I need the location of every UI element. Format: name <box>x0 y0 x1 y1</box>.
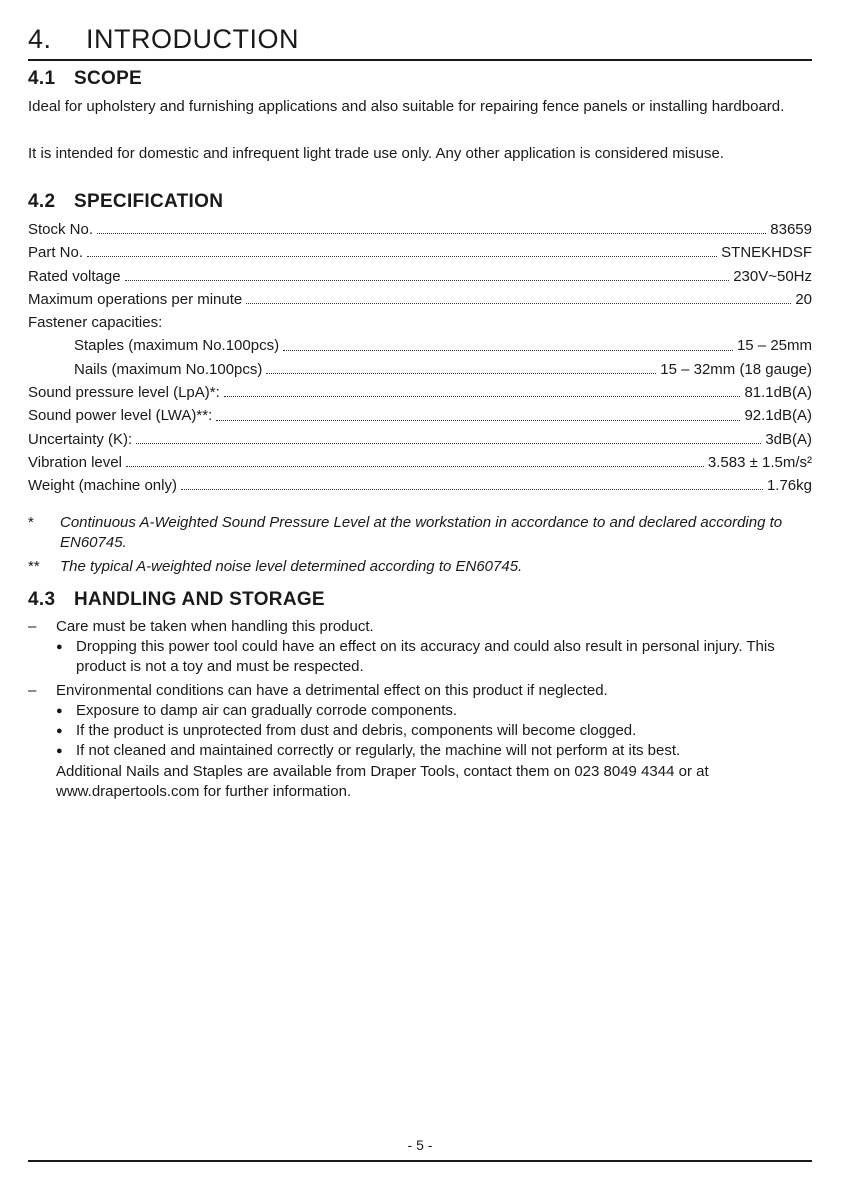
spec-row <box>28 334 812 357</box>
specification-notes <box>28 513 812 581</box>
scope-paragraph-2: It is intended for domestic and infrequent light trade use only. Any other application is considered misuse. <box>28 145 724 162</box>
specification-number: 4.2 <box>28 191 56 212</box>
additional-info: Additional Nails and Staples are available from Draper Tools, contact them on 023 8049 4344 or at www.drapertools.com for further information. <box>56 763 709 800</box>
list-item-text: Environmental conditions can have a detrimental effect on this product if neglected. <box>56 682 608 699</box>
bullet-text: Dropping this power tool could have an effect on its accuracy and could also result in personal injury. This product is not a toy and must be respected. <box>76 638 775 675</box>
spec-label: Nails (maximum No.100pcs) <box>74 360 263 378</box>
spec-value: 230V~50Hz <box>733 267 812 285</box>
scope-paragraph-1: Ideal for upholstery and furnishing applications and also suitable for repairing fence panels or installing hardboard. <box>28 98 785 115</box>
section-title: INTRODUCTION <box>86 24 299 54</box>
handling-heading <box>28 589 325 611</box>
bullet-item <box>28 701 812 721</box>
bullet-icon: ● <box>56 641 63 653</box>
spec-value: 15 – 32mm (18 gauge) <box>660 360 812 378</box>
bullet-icon: ● <box>56 725 63 737</box>
bullet-text: Exposure to damp air can gradually corrode components. <box>76 702 458 719</box>
handling-title: HANDLING AND STORAGE <box>74 589 325 610</box>
spec-label: Weight (machine only) <box>28 477 177 495</box>
scope-title: SCOPE <box>74 68 143 89</box>
bullet-icon: ● <box>56 745 63 757</box>
spec-row <box>28 241 812 264</box>
spec-value: 1.76kg <box>766 477 812 495</box>
dash-mark: – <box>28 618 37 635</box>
spec-label: Stock No. <box>28 221 94 238</box>
manual-page <box>28 0 812 1192</box>
spec-row <box>28 218 812 241</box>
specification-heading <box>28 191 223 213</box>
footnote-text: The typical A-weighted noise level determined according to EN60745. <box>60 558 523 575</box>
bullet-item <box>28 741 812 761</box>
bullet-text: If the product is unprotected from dust and debris, components will become clogged. <box>76 722 637 739</box>
scope-heading <box>28 68 142 90</box>
dot-leader <box>216 408 740 421</box>
spec-label: Uncertainty (K): <box>28 430 133 448</box>
list-item-text: Care must be taken when handling this product. <box>56 618 374 635</box>
spec-row <box>28 358 812 381</box>
scope-number: 4.1 <box>28 68 56 89</box>
spec-label: Fastener capacities: <box>28 314 163 332</box>
spec-value: 3dB(A) <box>765 430 812 448</box>
spec-label: Part No. <box>28 244 84 262</box>
spec-label: Maximum operations per minute <box>28 290 243 308</box>
dot-leader <box>283 338 733 351</box>
spec-label: Sound pressure level (LpA)*: <box>28 384 220 402</box>
spec-value: 15 – 25mm <box>736 337 812 355</box>
spec-row <box>28 451 812 474</box>
dot-leader <box>126 454 704 467</box>
spec-value: 3.583 ± 1.5m/s² <box>707 453 812 471</box>
page-number: - 5 - <box>407 1137 433 1153</box>
footnote <box>28 513 812 553</box>
spec-value: 20 <box>795 290 812 308</box>
specification-title: SPECIFICATION <box>74 191 224 212</box>
spec-value: 92.1dB(A) <box>744 407 812 425</box>
spec-row <box>28 288 812 311</box>
spec-value: 83659 <box>770 221 812 238</box>
footnote-text: Continuous A-Weighted Sound Pressure Level at the workstation in accordance to and declared according to EN60745. <box>60 514 783 551</box>
dot-leader <box>136 431 761 444</box>
list-item <box>28 681 812 701</box>
dot-leader <box>224 384 741 397</box>
spec-label: Sound power level (LWA)**: <box>28 407 213 425</box>
handling-content <box>28 617 812 802</box>
spec-value: STNEKHDSF <box>721 244 812 262</box>
footnote-mark: ** <box>28 558 40 575</box>
bullet-icon: ● <box>56 705 63 717</box>
spec-value: 81.1dB(A) <box>744 384 812 402</box>
dot-leader <box>246 291 791 304</box>
handling-number: 4.3 <box>28 589 56 610</box>
spec-row <box>28 381 812 404</box>
bullet-item <box>28 721 812 741</box>
bullet-item <box>28 637 812 677</box>
dash-mark: – <box>28 682 37 699</box>
bullet-text: If not cleaned and maintained correctly or regularly, the machine will not perform at its best. <box>76 742 681 759</box>
specification-table <box>28 218 812 498</box>
spec-row <box>28 474 812 497</box>
footnote-mark: * <box>28 514 34 531</box>
list-item <box>28 617 812 637</box>
dot-leader <box>87 244 717 257</box>
section-heading <box>28 24 812 61</box>
dot-leader <box>125 268 730 281</box>
spec-label: Rated voltage <box>28 267 121 285</box>
spec-label: Staples (maximum No.100pcs) <box>74 337 280 355</box>
dot-leader <box>97 221 766 234</box>
footnote <box>28 557 812 577</box>
section-number: 4. <box>28 24 52 54</box>
spec-row <box>28 265 812 288</box>
spec-row-group-label <box>28 311 812 334</box>
dot-leader <box>266 361 656 374</box>
spec-label: Vibration level <box>28 453 122 471</box>
dot-leader <box>181 477 763 490</box>
spec-row <box>28 404 812 427</box>
footer-rule <box>28 1160 812 1162</box>
spec-row <box>28 428 812 451</box>
